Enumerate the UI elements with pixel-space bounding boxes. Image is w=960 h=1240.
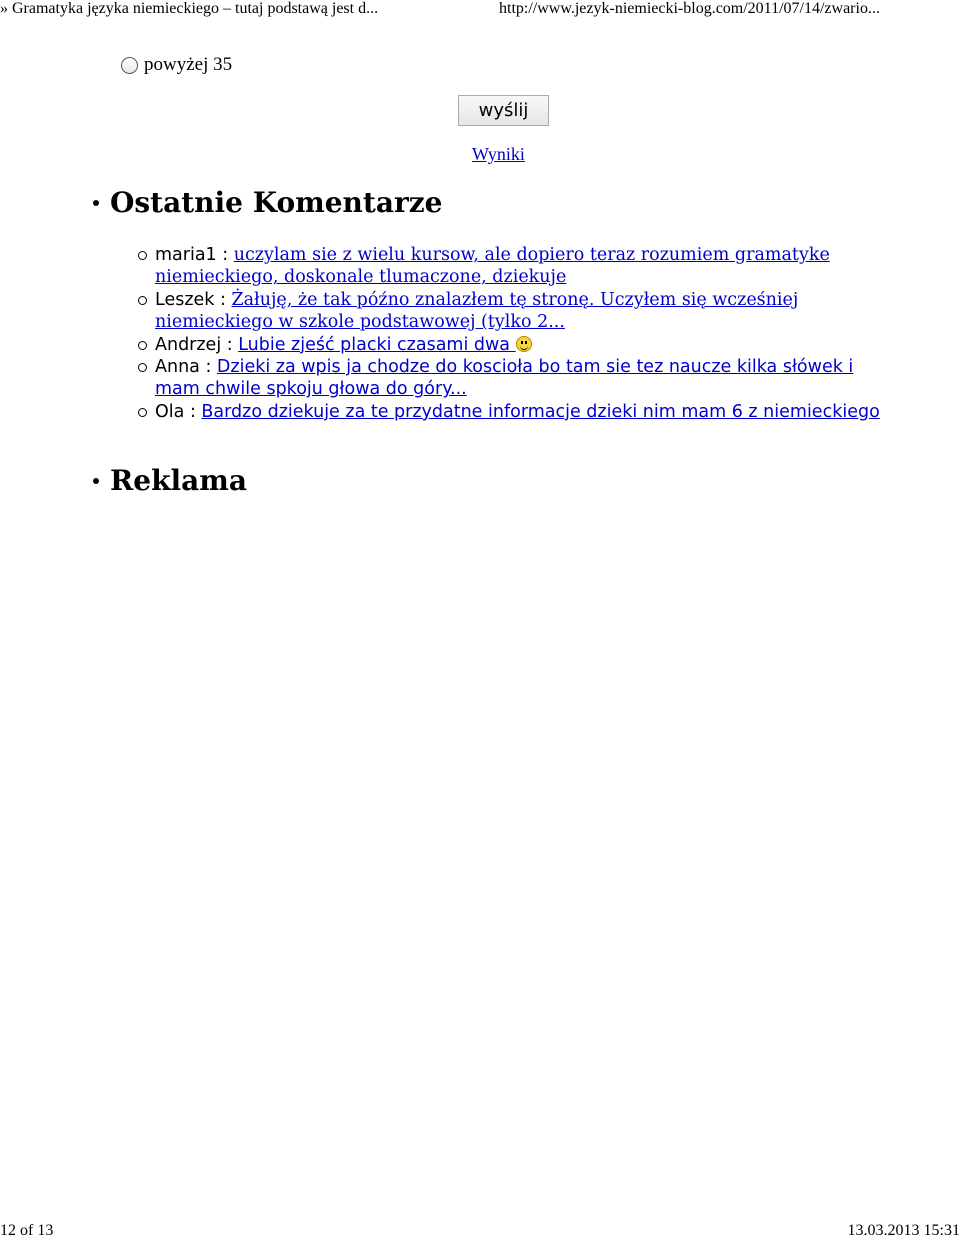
- comment-separator: :: [214, 289, 232, 310]
- list-circle-icon: [138, 341, 147, 350]
- comment-author: Leszek: [155, 289, 215, 310]
- submit-vote-button[interactable]: wyślij: [458, 95, 549, 126]
- radio-button-icon[interactable]: [121, 57, 138, 74]
- ads-title: Reklama: [110, 464, 248, 497]
- bullet-icon: [93, 200, 99, 206]
- comment-link[interactable]: Dzieki za wpis ja chodze do koscioła bo tam sie tez naucze kilka słówek i mam chwile spkoju głowa do góry...: [155, 357, 854, 400]
- comment-link[interactable]: Bardzo dziekuje za te przydatne informacje dzieki nim mam 6 z niemieckiego: [201, 401, 880, 422]
- recent-comments-heading: [93, 186, 442, 219]
- comment-separator: :: [199, 357, 217, 378]
- results-link[interactable]: Wyniki: [472, 144, 525, 164]
- comment-author: Anna: [155, 357, 200, 378]
- print-footer-datetime: 13.03.2013 15:31: [847, 1222, 960, 1239]
- ads-heading: [93, 464, 247, 497]
- list-circle-icon: [138, 363, 147, 372]
- bullet-icon: [93, 478, 99, 484]
- comment-separator: :: [216, 245, 234, 265]
- print-header-title: » Gramatyka języka niemieckiego – tutaj podstawą jest d...: [0, 0, 379, 17]
- comment-link[interactable]: uczylam sie z wielu kursow, ale dopiero teraz rozumiem gramatyke niemieckiego, doskonale tlumaczone, dziekuje: [155, 245, 830, 288]
- comment-item: [138, 334, 898, 356]
- comment-item: [138, 356, 898, 401]
- comment-separator: :: [184, 401, 202, 422]
- list-circle-icon: [138, 251, 147, 260]
- comment-item: [138, 401, 898, 423]
- comment-author: Andrzej: [155, 334, 222, 355]
- comment-author: Ola: [155, 401, 185, 422]
- comment-item: [138, 289, 898, 334]
- smiley-icon: [516, 336, 532, 352]
- poll-option[interactable]: [121, 54, 232, 76]
- list-circle-icon: [138, 296, 147, 305]
- print-footer-page: 12 of 13: [0, 1222, 54, 1239]
- recent-comments-title: Ostatnie Komentarze: [110, 186, 443, 219]
- comments-list: [138, 244, 898, 423]
- comment-separator: :: [221, 334, 239, 355]
- print-header-url: http://www.jezyk-niemiecki-blog.com/2011/07/14/zwario...: [499, 0, 880, 17]
- comment-item: [138, 244, 898, 289]
- comment-link[interactable]: Żałuję, że tak późno znalazłem tę stronę. Uczyłem się wcześniej niemieckiego w szkole podstawowej (tylko 2...: [155, 289, 799, 333]
- poll-option-label: powyżej 35: [144, 54, 233, 75]
- comment-author: maria1: [155, 245, 217, 265]
- comment-link[interactable]: Lubie zjeść placki czasami dwa: [238, 334, 516, 355]
- list-circle-icon: [138, 408, 147, 417]
